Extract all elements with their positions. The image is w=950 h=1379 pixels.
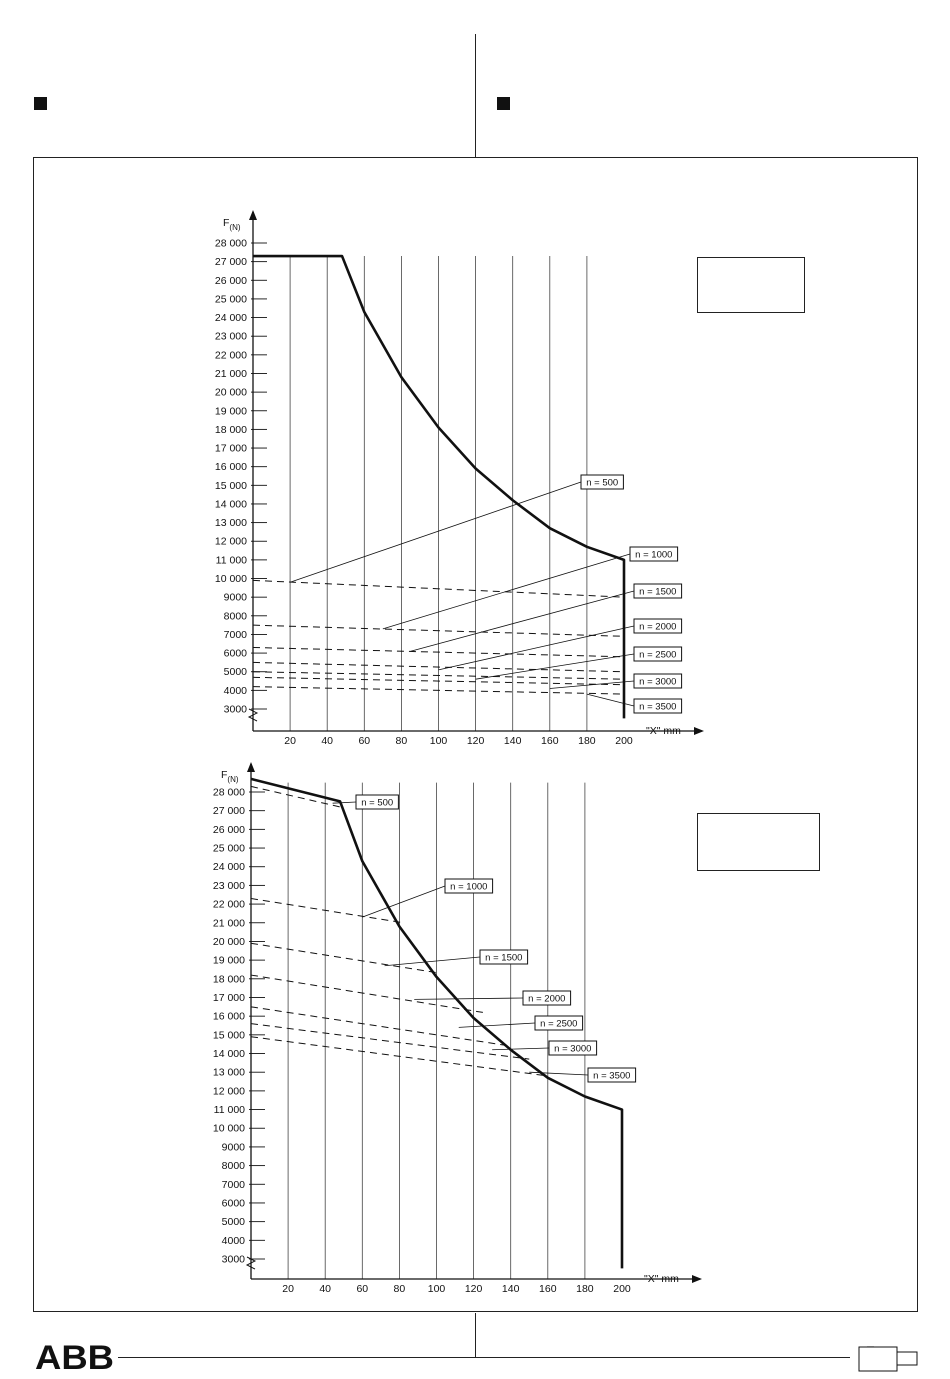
y-tick-label: 5000 [223, 666, 247, 679]
footer-column-divider [475, 1313, 476, 1358]
document-tab-icon [858, 1346, 920, 1374]
x-tick-label: 180 [578, 735, 596, 747]
y-tick-label: 21 000 [214, 367, 247, 380]
speed-label-leader [385, 957, 480, 966]
y-tick-label: 25 000 [214, 293, 247, 306]
x-axis-label: "X" mm [646, 725, 681, 737]
y-tick-label: 3000 [223, 703, 247, 716]
y-tick-label: 9000 [223, 591, 247, 604]
speed-label: n = 1000 [450, 881, 488, 893]
x-tick-label: 160 [539, 1283, 557, 1295]
y-tick-label: 7000 [223, 628, 247, 641]
speed-label: n = 1500 [485, 952, 523, 964]
x-tick-label: 40 [321, 735, 334, 747]
y-tick-label: 23 000 [212, 879, 245, 892]
speed-label: n = 2000 [528, 993, 566, 1005]
abb-logo [34, 1341, 116, 1373]
y-tick-label: 13 000 [212, 1066, 245, 1079]
speed-label-leader [492, 1048, 549, 1050]
speed-label: n = 2500 [639, 649, 677, 661]
x-tick-label: 20 [284, 735, 296, 747]
y-tick-label: 18 000 [214, 423, 247, 436]
speed-label-leader [550, 681, 634, 688]
y-tick-label: 26 000 [214, 274, 247, 287]
x-tick-label: 160 [541, 735, 559, 747]
speed-curve [251, 975, 483, 1012]
y-tick-label: 14 000 [212, 1048, 245, 1061]
x-axis-label: "X" mm [644, 1273, 679, 1285]
y-tick-label: 24 000 [212, 861, 245, 874]
y-axis-label: $F_{(N)}$ [221, 769, 239, 784]
y-tick-label: 21 000 [212, 917, 245, 930]
x-tick-label: 140 [501, 1283, 520, 1295]
y-tick-label: 3000 [221, 1253, 245, 1266]
y-tick-label: 8000 [223, 610, 247, 623]
y-tick-label: 10 000 [214, 573, 247, 586]
speed-label-leader [333, 802, 356, 803]
y-tick-label: 23 000 [214, 330, 247, 343]
speed-label: n = 3500 [593, 1070, 631, 1082]
y-tick-label: 14 000 [214, 498, 247, 511]
y-tick-label: 25 000 [212, 842, 245, 855]
y-tick-label: 11 000 [213, 1104, 245, 1117]
speed-label: n = 3000 [639, 676, 677, 688]
y-tick-label: 13 000 [214, 517, 247, 530]
x-tick-label: 200 [615, 735, 633, 747]
speed-curve [251, 943, 440, 973]
y-tick-label: 10 000 [212, 1122, 245, 1135]
y-tick-label: 5000 [221, 1216, 245, 1229]
y-tick-label: 28 000 [212, 786, 245, 799]
y-tick-label: 18 000 [212, 973, 245, 986]
speed-label: n = 1000 [635, 549, 673, 561]
speed-label: n = 1500 [639, 586, 677, 598]
y-tick-label: 20 000 [212, 935, 245, 948]
y-tick-label: 8000 [221, 1160, 245, 1173]
footer-rule [118, 1357, 850, 1358]
speed-label: n = 3500 [639, 701, 677, 713]
speed-label: n = 2500 [540, 1018, 578, 1030]
y-tick-label: 16 000 [212, 1010, 245, 1023]
y-tick-label: 17 000 [214, 442, 247, 455]
speed-label: n = 500 [586, 477, 619, 489]
y-tick-label: 26 000 [212, 823, 245, 836]
y-tick-label: 16 000 [214, 461, 247, 474]
x-tick-label: 60 [358, 735, 371, 747]
speed-label-leader [362, 886, 445, 917]
y-axis-label: $F_{(N)}$ [223, 217, 241, 232]
y-tick-label: 9000 [221, 1141, 245, 1154]
y-tick-label: 4000 [221, 1234, 245, 1247]
speed-label-leader [587, 694, 634, 706]
y-tick-label: 6000 [221, 1197, 245, 1210]
y-tick-label: 22 000 [214, 349, 247, 362]
speed-label-leader [411, 591, 634, 651]
x-tick-label: 200 [613, 1283, 631, 1295]
y-tick-label: 11 000 [215, 554, 247, 567]
speed-label-leader [459, 1023, 535, 1027]
x-tick-label: 120 [464, 1283, 483, 1295]
y-tick-label: 17 000 [212, 991, 245, 1004]
speed-label-leader [476, 654, 634, 679]
x-tick-label: 140 [503, 735, 522, 747]
y-tick-label: 19 000 [212, 954, 245, 967]
y-tick-label: 27 000 [212, 805, 245, 818]
speed-label-leader [439, 626, 635, 670]
y-tick-label: 15 000 [212, 1029, 245, 1042]
bottom-force-chart [213, 764, 700, 1295]
y-tick-label: 24 000 [214, 312, 247, 325]
speed-label-leader [290, 482, 581, 582]
y-tick-label: 6000 [223, 647, 247, 660]
x-tick-label: 20 [282, 1283, 294, 1295]
y-tick-label: 7000 [221, 1178, 245, 1191]
speed-label-leader [383, 554, 630, 629]
x-tick-label: 180 [576, 1283, 594, 1295]
speed-label: n = 500 [361, 797, 394, 809]
x-tick-label: 40 [319, 1283, 332, 1295]
x-tick-label: 100 [429, 735, 448, 747]
abb-logo-text: ABB [35, 1341, 114, 1373]
y-tick-label: 22 000 [212, 898, 245, 911]
y-tick-label: 19 000 [214, 405, 247, 418]
speed-label: n = 3000 [554, 1043, 592, 1055]
y-tick-label: 12 000 [214, 535, 247, 548]
y-tick-label: 28 000 [214, 237, 247, 250]
x-tick-label: 60 [356, 1283, 369, 1295]
speed-label-leader [414, 998, 523, 999]
top-force-chart [215, 212, 702, 747]
x-tick-label: 80 [395, 735, 408, 747]
y-tick-label: 4000 [223, 684, 247, 697]
y-tick-label: 20 000 [214, 386, 247, 399]
y-tick-label: 15 000 [214, 479, 247, 492]
y-tick-label: 27 000 [214, 256, 247, 269]
speed-label: n = 2000 [639, 621, 677, 633]
axis-break-mark [249, 709, 257, 721]
x-tick-label: 80 [393, 1283, 406, 1295]
x-tick-label: 120 [466, 735, 485, 747]
x-tick-label: 100 [427, 1283, 446, 1295]
y-tick-label: 12 000 [212, 1085, 245, 1098]
